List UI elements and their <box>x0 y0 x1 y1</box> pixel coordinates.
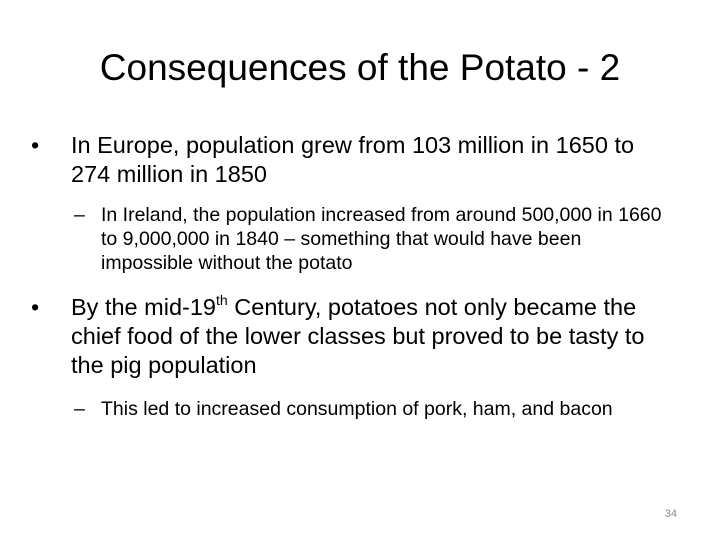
sub-bullet-item <box>74 397 674 421</box>
page-number: 34 <box>664 508 677 520</box>
bullet-text: In Europe, population grew from 103 million in 1650 to 274 million in 1850 <box>71 132 635 187</box>
ordinal-superscript: th <box>215 291 228 308</box>
sub-bullet-marker: – <box>74 204 85 226</box>
bullet-text-part: By the mid-19 <box>71 294 216 320</box>
bullet-item <box>31 293 671 380</box>
sub-bullet-marker: – <box>74 398 85 420</box>
bullet-marker: • <box>31 132 40 158</box>
bullet-item <box>31 131 671 189</box>
bullet-marker: • <box>31 294 40 320</box>
bullet-text <box>71 293 671 380</box>
sub-bullet-text: In Ireland, the population increased from around 500,000 in 1660 to 9,000,000 in 1840 – something that would have been impossible without the potato <box>101 204 662 274</box>
sub-bullet-text: This led to increased consumption of pork, ham, and bacon <box>101 398 613 420</box>
bullet-text-part: Century, potatoes not only became the chief food of the lower classes but proved to be tasty to the pig population <box>71 294 645 378</box>
sub-bullet-item <box>74 203 674 275</box>
slide-title: Consequences of the Potato - 2 <box>99 47 621 88</box>
